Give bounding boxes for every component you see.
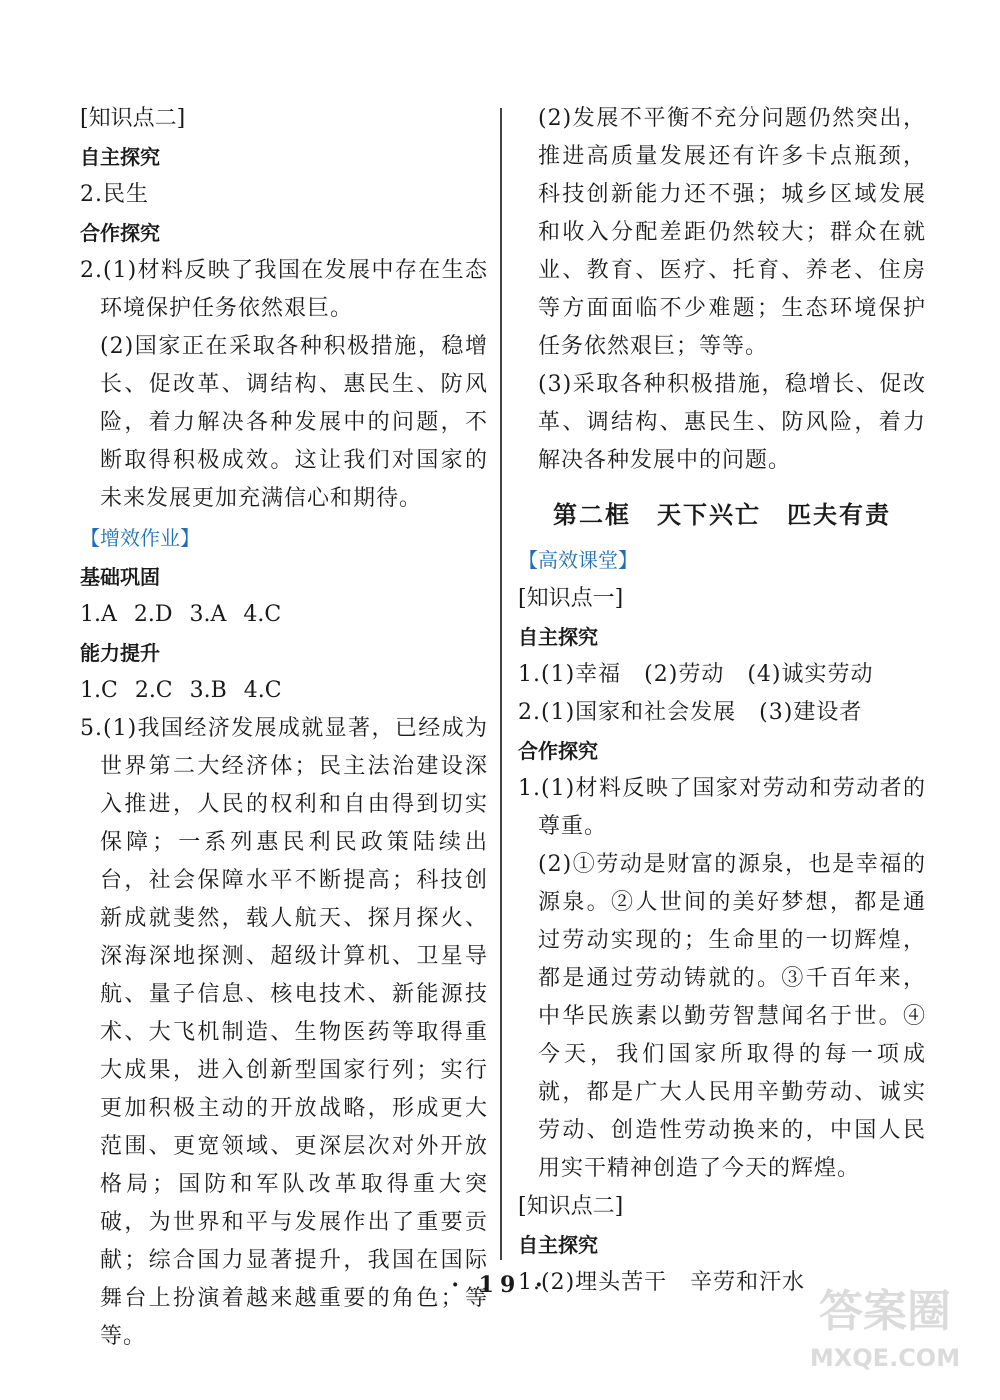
column-divider [500,108,502,1260]
answer-part3: (3)采取各种积极措施，稳增长、促改革、调结构、惠民生、防风险，着力解决各种发展中的问题。 [538,372,926,473]
coop-answer-part2: (2)国家正在采取各种积极措施，稳增长、促改革、调结构、惠民生、防风险，着力解决各种发展中的问题，不断取得积极成效。这让我们对国家的未来发展更加充满信心和期待。 [100,334,488,511]
basic-consolidation-heading: 基础巩固 [80,565,160,589]
watermark-url: MXQE.COM [809,1344,961,1372]
answer-part2: (2)发展不平衡不充分问题仍然突出，推进高质量发展还有许多卡点瓶颈，科技创新能力还不强；城乡区域发展和收入分配差距仍然较大；群众在就业、教育、医疗、托育、养老、住房等方面面临不少难题；生态环境保护任务依然艰巨；等等。 [538,106,926,359]
page-number: · 19 · [451,1272,549,1298]
self-explore-heading: 自主探究 [80,145,160,169]
self-explore-answer-3: 1.(2)埋头苦干 辛劳和汗水 [518,1270,806,1295]
coop-explore-heading: 合作探究 [80,221,160,245]
ability-answers: 1.C 2.C 3.B 4.C [80,678,282,703]
self-explore-heading-2: 自主探究 [518,1233,598,1257]
knowledge-point-1-header: [知识点一] [518,586,624,611]
right-column [518,100,926,1302]
lesson-title: 第二框 天下兴亡 匹夫有责 [553,501,891,529]
homework-section-tag: 【增效作业】 [80,526,200,550]
knowledge-point-header: [知识点二] [80,106,186,131]
self-explore-heading-1: 自主探究 [518,625,598,649]
coop-q1-part1: 1.(1)材料反映了国家对劳动和劳动者的尊重。 [518,776,926,839]
self-explore-answer-2: 2.(1)国家和社会发展 (3)建设者 [518,700,863,725]
coop-q1-part2: (2)①劳动是财富的源泉，也是幸福的源泉。②人世间的美好梦想，都是通过劳动实现的；生命里的一切辉煌，都是通过劳动铸就的。③千百年来，中华民族素以勤劳智慧闻名于世。④今天，我们国家所取得的每一项成就，都是广大人民用辛勤劳动、诚实劳动、创造性劳动换来的，中国人民用实干精神创造了今天的辉煌。 [538,852,926,1181]
basic-answers: 1.A 2.D 3.A 4.C [80,602,282,627]
class-section-tag: 【高效课堂】 [518,548,638,572]
self-explore-answer-1: 1.(1)幸福 (2)劳动 (4)诚实劳动 [518,662,874,687]
ability-heading: 能力提升 [80,641,160,665]
watermark [790,1282,980,1392]
coop-answer-part1: 2.(1)材料反映了我国在发展中存在生态环境保护任务依然艰巨。 [80,258,488,321]
coop-explore-heading-2: 合作探究 [518,739,598,763]
self-explore-answer: 2.民生 [80,182,149,207]
question-5-answer: 5.(1)我国经济发展成就显著，已经成为世界第二大经济体；民主法治建设深入推进，人民的权利和自由得到切实保障；一系列惠民利民政策陆续出台，社会保障水平不断提高；科技创新成就斐然，载人航天、探月探火、深海深地探测、超级计算机、卫星导航、量子信息、核电技术、新能源技术、大飞机制造、生物医药等取得重大成果，进入创新型国家行列；实行更加积极主动的开放战略，形成更大范围、更宽领域、更深层次对外开放格局；国防和军队改革取得重大突破，为世界和平与发展作出了重要贡献；综合国力显著提升，我国在国际舞台上扮演着越来越重要的角色；等等。 [80,716,488,1349]
left-column [80,100,488,1356]
watermark-logo: 答案圈 [819,1286,951,1337]
knowledge-point-2-header: [知识点二] [518,1194,624,1219]
